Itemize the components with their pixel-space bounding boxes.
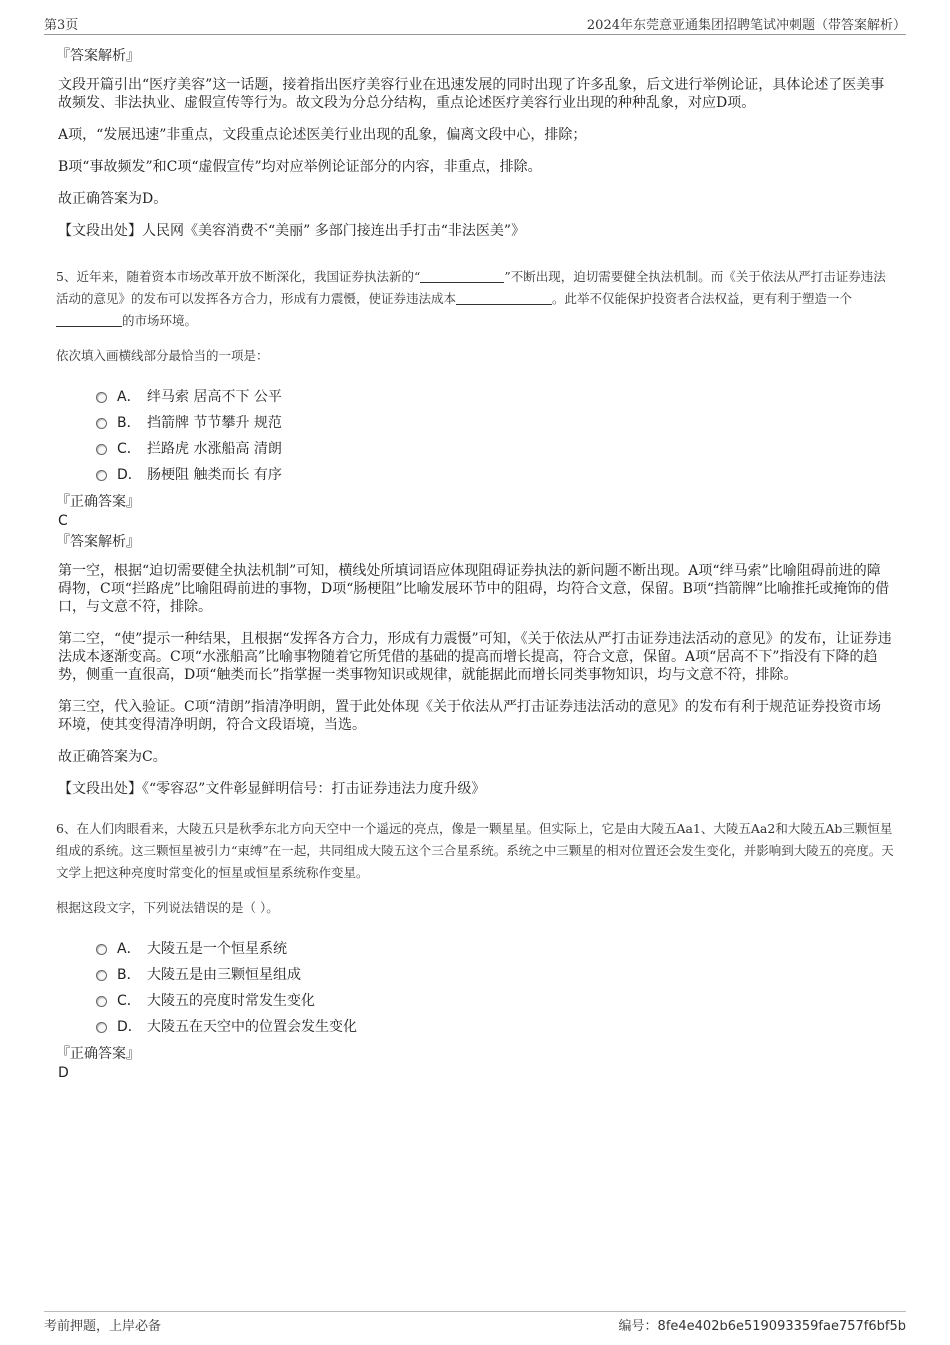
option-text: 大陵五是由三颗恒星组成	[147, 967, 301, 983]
q5-option-c[interactable]	[96, 436, 894, 462]
q4-analysis-paragraph: B项“事故频发”和C项“虚假宣传”均对应举例论证部分的内容，非重点，排除。	[58, 159, 542, 175]
q5-question-text	[56, 266, 894, 332]
q6-option-a[interactable]	[96, 936, 894, 962]
q5-analysis-label: 『答案解析』	[56, 534, 140, 550]
q5-answer: C	[58, 513, 68, 529]
q5-option-b[interactable]	[96, 410, 894, 436]
q6-answer-label: 『正确答案』	[56, 1046, 140, 1062]
q4-analysis-label: 『答案解析』	[56, 48, 140, 64]
q4-conclusion: 故正确答案为D。	[58, 191, 168, 207]
q4-source: 【文段出处】人民网《美容消费不“美丽” 多部门接连出手打击“非法医美”》	[58, 223, 526, 239]
q6-option-d[interactable]	[96, 1014, 894, 1040]
q5-answer-label: 『正确答案』	[56, 494, 140, 510]
q6-option-c[interactable]	[96, 988, 894, 1014]
q5-blank-1	[420, 268, 504, 283]
q5-options	[96, 384, 894, 488]
q5-source: 【文段出处】《“零容忍”文件彰显鲜明信号：打击证券违法力度升级》	[58, 781, 486, 797]
radio-icon[interactable]	[96, 996, 107, 1007]
id-label: 编号：	[618, 1319, 658, 1334]
radio-icon[interactable]	[96, 392, 107, 403]
radio-icon[interactable]	[96, 970, 107, 981]
option-text: 大陵五的亮度时常发生变化	[147, 993, 315, 1009]
q5-text-part: 。此举不仅能保护投资者合法权益，更有利于塑造一个	[552, 291, 853, 306]
q5-blank-3	[56, 312, 122, 327]
option-text: 挡箭牌 节节攀升 规范	[147, 415, 282, 431]
q5-analysis-paragraph: 第二空，“使”提示一种结果，且根据“发挥各方合力，形成有力震慑”可知，《关于依法从严打击证券违法活动的意见》的发布，让证券违法成本逐渐变高。C项“水涨船高”比喻事物随着它所凭借的基础的提高而增长提高，符合文意，保留。A项“居高不下”指没有下降的趋势，侧重一直很高，D项“触类而长”指掌握一类事物知识或规律，就能据此而增长同类事物知识，均与文意不符，排除。	[58, 631, 892, 683]
option-letter: A．	[117, 941, 141, 957]
option-letter: D．	[117, 467, 142, 483]
option-letter: C．	[117, 441, 141, 457]
radio-icon[interactable]	[96, 1022, 107, 1033]
q4-analysis-paragraph: 文段开篇引出“医疗美容”这一话题，接着指出医疗美容行业在迅速发展的同时出现了许多乱象，后文进行举例论证，具体论述了医美事故频发、非法执业、虚假宣传等行为。故文段为分总分结构，重点论述医疗美容行业出现的种种乱象，对应D项。	[58, 77, 885, 111]
option-letter: A．	[117, 389, 141, 405]
option-text: 绊马索 居高不下 公平	[147, 389, 282, 405]
footer-slogan: 考前押题，上岸必备	[44, 1319, 162, 1334]
q5-prompt: 依次填入画横线部分最恰当的一项是：	[56, 348, 269, 363]
q6-option-b[interactable]	[96, 962, 894, 988]
q6-answer: D	[58, 1065, 69, 1081]
document-title: 2024年东莞意亚通集团招聘笔试冲刺题（带答案解析）	[586, 18, 906, 33]
q4-analysis-paragraph: A项，“发展迅速”非重点，文段重点论述医美行业出现的乱象，偏离文段中心，排除；	[58, 127, 587, 143]
id-value: 8fe4e402b6e519093359fae757f6bf5b	[657, 1319, 906, 1334]
q5-option-d[interactable]	[96, 462, 894, 488]
q5-blank-2	[456, 290, 552, 305]
option-text: 大陵五在天空中的位置会发生变化	[147, 1019, 357, 1035]
option-letter: B．	[117, 415, 141, 431]
page-header	[44, 12, 906, 35]
q5-text-part: ”不断出现，迫切需要健全执法机制。而《关于依法从严打击证券违法活动的意见》的发布可以发挥各方合力，形成有力震慑，使证券违法成本	[56, 269, 886, 306]
page-number: 第3页	[44, 18, 79, 33]
radio-icon[interactable]	[96, 470, 107, 481]
option-letter: C．	[117, 993, 141, 1009]
radio-icon[interactable]	[96, 944, 107, 955]
q5-analysis-paragraph: 第一空，根据“迫切需要健全执法机制”可知，横线处所填词语应体现阻碍证券执法的新问题不断出现。A项“绊马索”比喻阻碍前进的障碍物，C项“拦路虎”比喻阻碍前进的事物，D项“肠梗阻”比喻发展环节中的阻碍，均符合文意，保留。B项“挡箭牌”比喻推托或掩饰的借口，与文意不符，排除。	[58, 563, 890, 615]
option-text: 大陵五是一个恒星系统	[147, 941, 287, 957]
q6-options	[96, 936, 894, 1040]
q6-question-text: 6、在人们肉眼看来，大陵五只是秋季东北方向天空中一个遥远的亮点，像是一颗星星。但实际上，它是由大陵五Aa1、大陵五Aa2和大陵五Ab三颗恒星组成的系统。这三颗恒星被引力“束缚”在一起，共同组成大陵五这个三合星系统。系统之中三颗星的相对位置还会发生变化，并影响到大陵五的亮度。天文学上把这种亮度时常变化的恒星或恒星系统称作变星。	[56, 821, 894, 880]
option-letter: B．	[117, 967, 141, 983]
q5-option-a[interactable]	[96, 384, 894, 410]
page-content	[56, 44, 894, 1082]
option-text: 肠梗阻 触类而长 有序	[147, 467, 282, 483]
option-text: 拦路虎 水涨船高 清朗	[147, 441, 282, 457]
q5-conclusion: 故正确答案为C。	[58, 749, 167, 765]
radio-icon[interactable]	[96, 444, 107, 455]
q5-text-part: 5、近年来，随着资本市场改革开放不断深化，我国证券执法新的“	[56, 269, 421, 284]
q6-prompt: 根据这段文字，下列说法错误的是（ ）。	[56, 900, 279, 915]
page-footer	[44, 1311, 906, 1336]
radio-icon[interactable]	[96, 418, 107, 429]
q5-text-part: 的市场环境。	[122, 313, 198, 328]
document-id	[619, 1315, 906, 1334]
option-letter: D．	[117, 1019, 142, 1035]
q5-analysis-paragraph: 第三空，代入验证。C项“清朗”指清净明朗，置于此处体现《关于依法从严打击证券违法活动的意见》的发布有利于规范证券投资市场环境，使其变得清净明朗，符合文段语境，当选。	[58, 699, 882, 733]
